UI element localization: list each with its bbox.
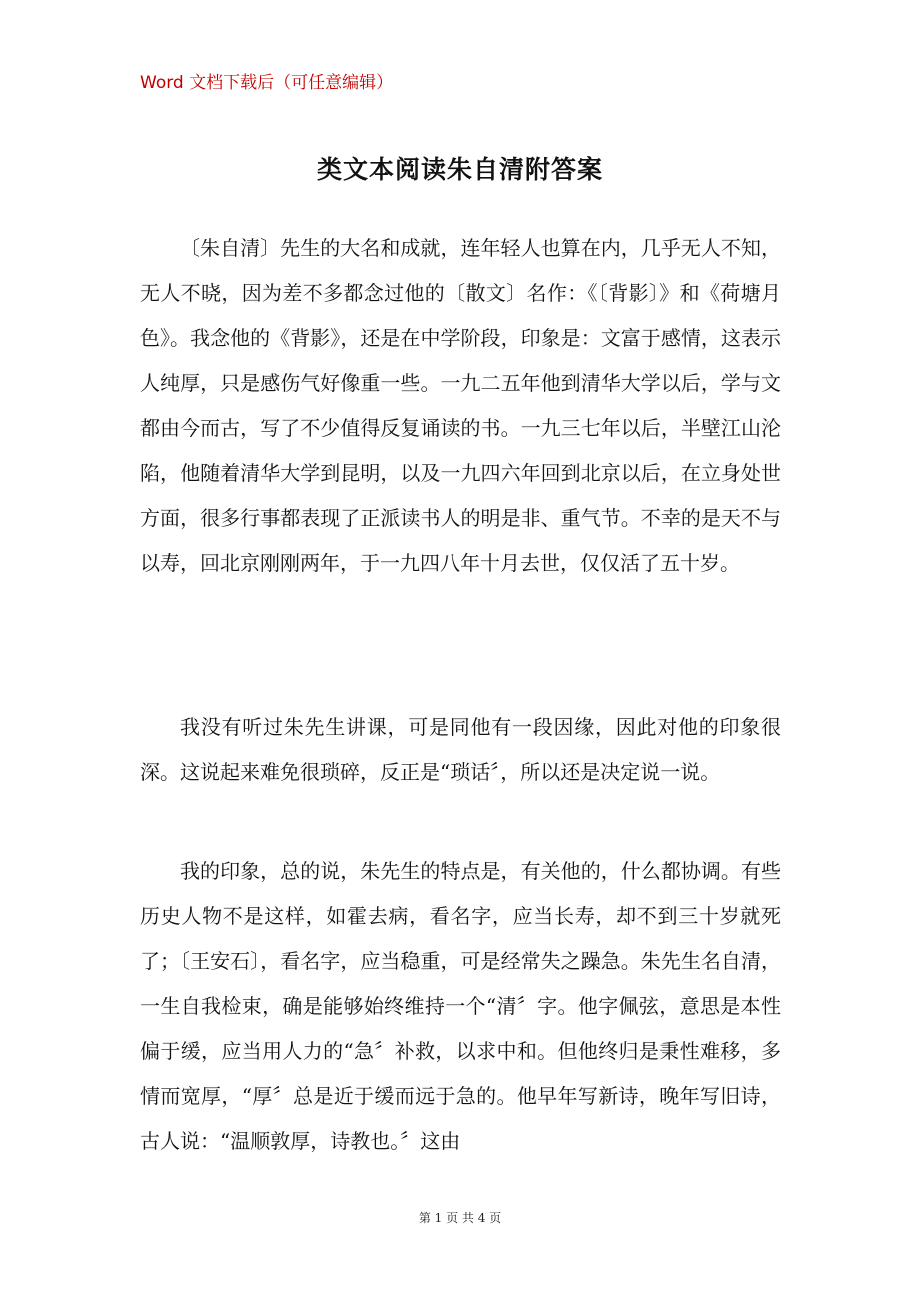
page-footer: 第 1 页 共 4 页	[418, 1211, 502, 1225]
paragraph-1: 〔朱自清〕先生的大名和成就，连年轻人也算在内，几乎无人不知，无人不晓，因为差不多都念过他的〔散文〕名作：《〔背影〕》和《荷塘月色》。我念他的《背影》，还是在中学阶段，印象是：文富于感情，这表示人纯厚，只是感伤气好像重一些。一九二五年他到清华大学以后，学与文都由今而古，写了不少值得反复诵读的书。一九三七年以后，半壁江山沦陷，他随着清华大学到昆明，以及一九四六年回到北京以后，在立身处世方面，很多行事都表现了正派读书人的明是非、重气节。不幸的是天不与以寿，回北京刚刚两年，于一九四八年十月去世，仅仅活了五十岁。	[140, 236, 781, 575]
paragraph-3: 我的印象，总的说，朱先生的特点是，有关他的，什么都协调。有些历史人物不是这样，如霍去病，看名字，应当长寿，却不到三十岁就死了；〔王安石〕，看名字，应当稳重，可是经常失之躁急。朱先生名自清，一生自我检束，确是能够始终维持一个“清〞字。他字佩弦，意思是本性偏于缓，应当用人力的“急〞补救，以求中和。但他终归是秉性难移，多情而宽厚，“厚〞总是近于缓而远于急的。他早年写新诗，晚年写旧诗，古人说：“温顺敦厚，诗教也。〞这由	[140, 859, 781, 1153]
download-header: Word 文档下载后（可任意编辑）	[140, 73, 394, 93]
paragraph-2: 我没有听过朱先生讲课，可是同他有一段因缘，因此对他的印象很深。这说起来难免很琐碎，反正是“琐话〞，所以还是决定说一说。	[140, 715, 781, 784]
document-title: 类文本阅读朱自清附答案	[316, 155, 603, 184]
